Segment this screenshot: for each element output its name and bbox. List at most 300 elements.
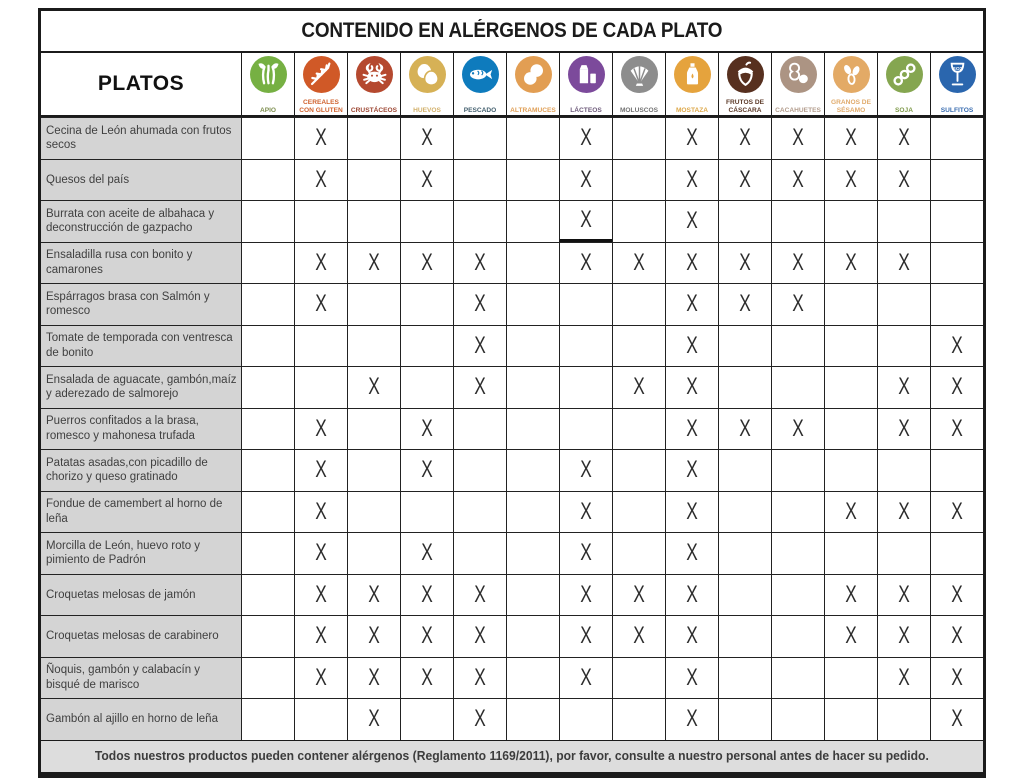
allergen-mark: X xyxy=(792,414,804,442)
allergen-mark: X xyxy=(792,165,804,193)
allergen-mark: X xyxy=(474,290,486,318)
allergen-cell xyxy=(241,450,294,491)
allergen-cell xyxy=(453,243,506,284)
allergen-cell xyxy=(824,284,877,325)
dish-name: Puerros confitados a la brasa, romesco y mahonesa trufada xyxy=(41,409,241,450)
allergen-cell xyxy=(877,658,930,699)
allergen-cell xyxy=(612,699,665,740)
platos-label: PLATOS xyxy=(97,72,185,95)
allergen-mark: X xyxy=(898,414,910,442)
allergen-cell xyxy=(665,409,718,450)
allergen-column-header xyxy=(400,53,453,115)
allergen-cell xyxy=(400,118,453,159)
allergen-mark: X xyxy=(474,331,486,359)
allergen-mark: X xyxy=(633,622,645,650)
allergen-cell xyxy=(294,284,347,325)
allergen-column-header xyxy=(930,53,983,115)
allergen-cell xyxy=(771,118,824,159)
allergen-cell xyxy=(400,699,453,740)
allergen-cell xyxy=(612,326,665,367)
allergen-mark: X xyxy=(421,414,433,442)
allergen-cell xyxy=(877,118,930,159)
allergen-cell xyxy=(665,243,718,284)
allergen-cell xyxy=(930,533,983,574)
allergen-column-header xyxy=(771,53,824,115)
allergen-cell xyxy=(506,201,559,242)
allergen-cell xyxy=(665,533,718,574)
allergen-cell xyxy=(453,160,506,201)
allergen-label: HUEVOS xyxy=(413,106,441,114)
allergen-mark: X xyxy=(898,373,910,401)
allergen-cell xyxy=(824,616,877,657)
allergen-mark: X xyxy=(580,248,592,276)
svg-text:SO2: SO2 xyxy=(952,67,962,73)
allergen-cell xyxy=(559,450,612,491)
allergen-cell xyxy=(453,492,506,533)
allergen-cell xyxy=(771,409,824,450)
allergen-cell xyxy=(718,492,771,533)
table-row xyxy=(41,159,983,201)
allergen-cell xyxy=(718,450,771,491)
allergen-cell xyxy=(877,243,930,284)
allergen-column-header xyxy=(612,53,665,115)
allergen-mark: X xyxy=(951,331,963,359)
allergen-cell xyxy=(453,284,506,325)
allergen-mark: X xyxy=(898,248,910,276)
allergen-cell xyxy=(612,616,665,657)
allergen-cell xyxy=(453,326,506,367)
dish-name: Croquetas melosas de jamón xyxy=(41,575,241,616)
allergen-cell xyxy=(612,492,665,533)
allergen-mark: X xyxy=(951,663,963,691)
allergen-cell xyxy=(877,160,930,201)
allergen-mark: X xyxy=(315,580,327,608)
allergen-cell xyxy=(771,575,824,616)
allergen-mark: X xyxy=(898,497,910,525)
allergen-mark: X xyxy=(368,705,380,733)
shell-icon xyxy=(621,56,658,93)
allergen-cell xyxy=(930,575,983,616)
allergen-mark: X xyxy=(739,414,751,442)
allergen-cell xyxy=(718,575,771,616)
allergen-cell xyxy=(877,616,930,657)
allergen-cell xyxy=(559,284,612,325)
allergen-cell xyxy=(294,450,347,491)
allergen-cell xyxy=(771,492,824,533)
allergen-mark: X xyxy=(686,497,698,525)
allergen-mark: X xyxy=(951,580,963,608)
allergen-cell xyxy=(930,409,983,450)
allergen-table xyxy=(38,8,986,778)
allergen-cell xyxy=(771,326,824,367)
allergen-label: PESCADO xyxy=(463,106,497,114)
allergen-cell xyxy=(559,326,612,367)
allergen-mark: X xyxy=(792,248,804,276)
allergen-mark: X xyxy=(845,165,857,193)
allergen-mark: X xyxy=(315,539,327,567)
allergen-cell xyxy=(877,575,930,616)
allergen-cell xyxy=(665,367,718,408)
allergen-mark: X xyxy=(474,663,486,691)
allergen-cell xyxy=(241,699,294,740)
allergen-cell xyxy=(612,118,665,159)
allergen-cell xyxy=(930,201,983,242)
allergen-mark: X xyxy=(421,622,433,650)
allergen-cell xyxy=(559,658,612,699)
allergen-cell xyxy=(877,533,930,574)
allergen-cell xyxy=(877,492,930,533)
allergen-cell xyxy=(665,450,718,491)
allergen-cell xyxy=(771,160,824,201)
allergen-mark: X xyxy=(368,248,380,276)
allergen-mark: X xyxy=(580,663,592,691)
allergen-mark: X xyxy=(580,165,592,193)
allergen-cell xyxy=(400,243,453,284)
allergen-mark: X xyxy=(474,705,486,733)
allergen-cell xyxy=(612,284,665,325)
allergen-mark: X xyxy=(686,456,698,484)
allergen-mark: X xyxy=(633,580,645,608)
allergen-label: SOJA xyxy=(895,106,913,114)
allergen-mark: X xyxy=(368,373,380,401)
allergen-label: APIO xyxy=(259,106,277,114)
allergen-mark: X xyxy=(315,290,327,318)
table-row xyxy=(41,242,983,284)
allergen-cell xyxy=(877,326,930,367)
allergen-cell xyxy=(824,367,877,408)
allergen-mark: X xyxy=(845,248,857,276)
allergen-cell xyxy=(877,284,930,325)
allergen-cell xyxy=(718,367,771,408)
allergen-mark: X xyxy=(686,539,698,567)
allergen-mark: X xyxy=(898,124,910,152)
allergen-mark: X xyxy=(315,663,327,691)
allergen-mark: X xyxy=(421,456,433,484)
allergen-mark: X xyxy=(421,124,433,152)
allergen-column-header xyxy=(294,53,347,115)
allergen-cell xyxy=(665,201,718,242)
allergen-cell xyxy=(559,367,612,408)
allergen-cell xyxy=(347,367,400,408)
allergen-cell xyxy=(347,575,400,616)
allergen-cell xyxy=(559,533,612,574)
allergen-cell xyxy=(453,699,506,740)
allergen-mark: X xyxy=(686,165,698,193)
allergen-cell xyxy=(294,658,347,699)
allergen-label: SULFITOS xyxy=(940,106,974,114)
allergen-mark: X xyxy=(686,414,698,442)
dish-name: Ñoquis, gambón y calabacín y bisqué de marisco xyxy=(41,658,241,699)
allergen-mark: X xyxy=(421,580,433,608)
allergen-cell xyxy=(294,699,347,740)
allergen-cell xyxy=(718,201,771,242)
allergen-column-header xyxy=(718,53,771,115)
allergen-cell xyxy=(665,492,718,533)
allergen-mark: X xyxy=(421,539,433,567)
allergen-cell xyxy=(506,118,559,159)
allergen-cell xyxy=(771,533,824,574)
allergen-mark: X xyxy=(580,124,592,152)
allergen-mark: X xyxy=(580,580,592,608)
title-bar xyxy=(41,11,983,53)
allergen-cell xyxy=(771,367,824,408)
table-row xyxy=(41,657,983,699)
allergen-cell xyxy=(347,160,400,201)
allergen-mark: X xyxy=(951,373,963,401)
allergen-cell xyxy=(824,699,877,740)
allergen-mark: X xyxy=(315,622,327,650)
allergen-column-header xyxy=(559,53,612,115)
allergen-column-header xyxy=(506,53,559,115)
allergen-column-header xyxy=(824,53,877,115)
allergen-cell xyxy=(612,201,665,242)
allergen-cell xyxy=(665,658,718,699)
allergen-cell xyxy=(400,492,453,533)
allergen-cell xyxy=(771,243,824,284)
allergen-column-header xyxy=(665,53,718,115)
allergen-cell xyxy=(930,699,983,740)
allergen-cell xyxy=(665,160,718,201)
allergen-mark: X xyxy=(845,124,857,152)
table-row xyxy=(41,615,983,657)
table-row xyxy=(41,283,983,325)
allergen-mark: X xyxy=(686,580,698,608)
allergen-cell xyxy=(771,658,824,699)
allergen-mark: X xyxy=(580,539,592,567)
allergen-mark: X xyxy=(315,248,327,276)
allergen-cell xyxy=(612,409,665,450)
allergen-cell xyxy=(347,326,400,367)
allergen-cell xyxy=(294,533,347,574)
allergen-mark: X xyxy=(368,580,380,608)
platos-header-cell xyxy=(41,53,241,115)
allergen-cell xyxy=(347,533,400,574)
allergen-cell xyxy=(612,160,665,201)
table-row xyxy=(41,449,983,491)
allergen-cell xyxy=(718,409,771,450)
allergen-cell xyxy=(930,450,983,491)
allergen-cell xyxy=(506,243,559,284)
table-body xyxy=(41,117,983,740)
allergen-cell xyxy=(506,492,559,533)
allergen-cell xyxy=(453,450,506,491)
allergen-mark: X xyxy=(951,622,963,650)
allergen-mark: X xyxy=(580,622,592,650)
allergen-mark: X xyxy=(686,124,698,152)
allergen-cell xyxy=(294,492,347,533)
allergen-cell xyxy=(241,575,294,616)
sesame-icon xyxy=(833,56,870,93)
allergen-mark: X xyxy=(474,622,486,650)
allergen-cell xyxy=(506,450,559,491)
allergen-column-header xyxy=(241,53,294,115)
allergen-cell xyxy=(241,160,294,201)
dish-name: Quesos del país xyxy=(41,160,241,201)
allergen-cell xyxy=(453,533,506,574)
allergen-cell xyxy=(241,658,294,699)
allergen-cell xyxy=(294,160,347,201)
allergen-cell xyxy=(241,533,294,574)
allergen-cell xyxy=(930,367,983,408)
allergen-cell xyxy=(824,450,877,491)
allergen-cell xyxy=(665,616,718,657)
allergen-cell xyxy=(400,367,453,408)
allergen-cell xyxy=(665,326,718,367)
allergen-mark: X xyxy=(739,248,751,276)
allergen-cell xyxy=(559,201,612,242)
allergen-cell xyxy=(559,243,612,284)
allergen-label: CEREALES CON GLUTEN xyxy=(299,99,343,114)
fish-icon xyxy=(462,56,499,93)
dish-name: Ensaladilla rusa con bonito y camarones xyxy=(41,243,241,284)
allergen-cell xyxy=(718,699,771,740)
footer-notice: Todos nuestros productos pueden contener alérgenos (Reglamento 1169/2011), por favor, consulte a nuestro personal antes de hacer su pedido. xyxy=(95,749,929,763)
allergen-cell xyxy=(347,699,400,740)
soy-icon xyxy=(886,56,923,93)
allergen-cell xyxy=(559,409,612,450)
allergen-cell xyxy=(400,575,453,616)
allergen-mark: X xyxy=(898,580,910,608)
allergen-mark: X xyxy=(686,705,698,733)
allergen-cell xyxy=(294,409,347,450)
allergen-cell xyxy=(506,533,559,574)
allergen-cell xyxy=(453,616,506,657)
allergen-cell xyxy=(347,616,400,657)
allergen-mark: X xyxy=(580,497,592,525)
allergen-cell xyxy=(506,699,559,740)
allergen-cell xyxy=(718,326,771,367)
allergen-cell xyxy=(612,533,665,574)
allergen-cell xyxy=(559,492,612,533)
allergen-mark: X xyxy=(315,165,327,193)
allergen-cell xyxy=(930,326,983,367)
allergen-cell xyxy=(877,367,930,408)
allergen-mark: X xyxy=(845,580,857,608)
allergen-cell xyxy=(718,118,771,159)
allergen-mark: X xyxy=(951,414,963,442)
allergen-cell xyxy=(506,326,559,367)
allergen-mark: X xyxy=(421,248,433,276)
allergen-mark: X xyxy=(633,373,645,401)
allergen-mark: X xyxy=(315,456,327,484)
allergen-cell xyxy=(241,118,294,159)
allergen-label: ALTRAMUCES xyxy=(510,106,556,114)
allergen-cell xyxy=(771,201,824,242)
allergen-cell xyxy=(665,699,718,740)
allergen-mark: X xyxy=(315,497,327,525)
allergen-cell xyxy=(400,326,453,367)
table-row xyxy=(41,408,983,450)
allergen-cell xyxy=(400,409,453,450)
allergen-cell xyxy=(241,284,294,325)
allergen-cell xyxy=(506,658,559,699)
allergen-cell xyxy=(930,658,983,699)
table-row xyxy=(41,117,983,159)
allergen-mark: X xyxy=(580,205,592,233)
allergen-cell xyxy=(347,118,400,159)
table-row xyxy=(41,325,983,367)
allergen-cell xyxy=(294,575,347,616)
allergen-cell xyxy=(824,492,877,533)
dish-name: Croquetas melosas de carabinero xyxy=(41,616,241,657)
allergen-mark: X xyxy=(686,331,698,359)
allergen-cell xyxy=(241,243,294,284)
allergen-cell xyxy=(506,409,559,450)
dish-name: Espárragos brasa con Salmón y romesco xyxy=(41,284,241,325)
allergen-cell xyxy=(877,201,930,242)
allergen-cell xyxy=(612,658,665,699)
allergen-cell xyxy=(241,326,294,367)
dish-name: Fondue de camembert al horno de leña xyxy=(41,492,241,533)
allergen-cell xyxy=(241,492,294,533)
wheat-icon xyxy=(303,56,340,93)
allergen-mark: X xyxy=(474,373,486,401)
allergen-mark: X xyxy=(845,497,857,525)
allergen-cell xyxy=(559,616,612,657)
allergen-cell xyxy=(559,575,612,616)
allergen-cell xyxy=(241,367,294,408)
allergen-cell xyxy=(877,409,930,450)
allergen-mark: X xyxy=(686,373,698,401)
allergen-mark: X xyxy=(686,622,698,650)
allergen-cell xyxy=(506,367,559,408)
allergen-cell xyxy=(400,201,453,242)
allergen-cell xyxy=(824,575,877,616)
allergen-cell xyxy=(665,284,718,325)
allergen-label: CACAHUETES xyxy=(775,106,821,114)
dish-name: Ensalada de aguacate, gambón,maíz y aderezado de salmorejo xyxy=(41,367,241,408)
allergen-cell xyxy=(453,201,506,242)
allergen-cell xyxy=(930,616,983,657)
allergen-cell xyxy=(506,616,559,657)
allergen-mark: X xyxy=(898,622,910,650)
allergen-cell xyxy=(294,243,347,284)
allergen-cell xyxy=(453,367,506,408)
allergen-cell xyxy=(294,367,347,408)
table-row xyxy=(41,200,983,242)
allergen-cell xyxy=(665,118,718,159)
allergen-mark: X xyxy=(421,663,433,691)
mustard-icon xyxy=(674,56,711,93)
allergen-column-header xyxy=(877,53,930,115)
allergen-cell xyxy=(400,450,453,491)
allergen-mark: X xyxy=(739,165,751,193)
allergen-cell xyxy=(400,616,453,657)
milk-icon xyxy=(568,56,605,93)
allergen-cell xyxy=(453,118,506,159)
allergen-cell xyxy=(294,326,347,367)
allergen-header-row xyxy=(41,53,983,117)
allergen-mark: X xyxy=(739,124,751,152)
allergen-cell xyxy=(771,699,824,740)
table-row xyxy=(41,574,983,616)
wine-so2-icon xyxy=(939,56,976,93)
allergen-cell xyxy=(347,492,400,533)
allergen-cell xyxy=(824,160,877,201)
table-row xyxy=(41,491,983,533)
crab-icon xyxy=(356,56,393,93)
allergen-cell xyxy=(824,326,877,367)
allergen-cell xyxy=(294,201,347,242)
allergen-mark: X xyxy=(686,248,698,276)
allergen-cell xyxy=(824,243,877,284)
allergen-cell xyxy=(718,160,771,201)
dish-name: Tomate de temporada con ventresca de bonito xyxy=(41,326,241,367)
allergen-cell xyxy=(718,616,771,657)
allergen-cell xyxy=(612,575,665,616)
allergen-cell xyxy=(453,575,506,616)
table-row xyxy=(41,698,983,740)
